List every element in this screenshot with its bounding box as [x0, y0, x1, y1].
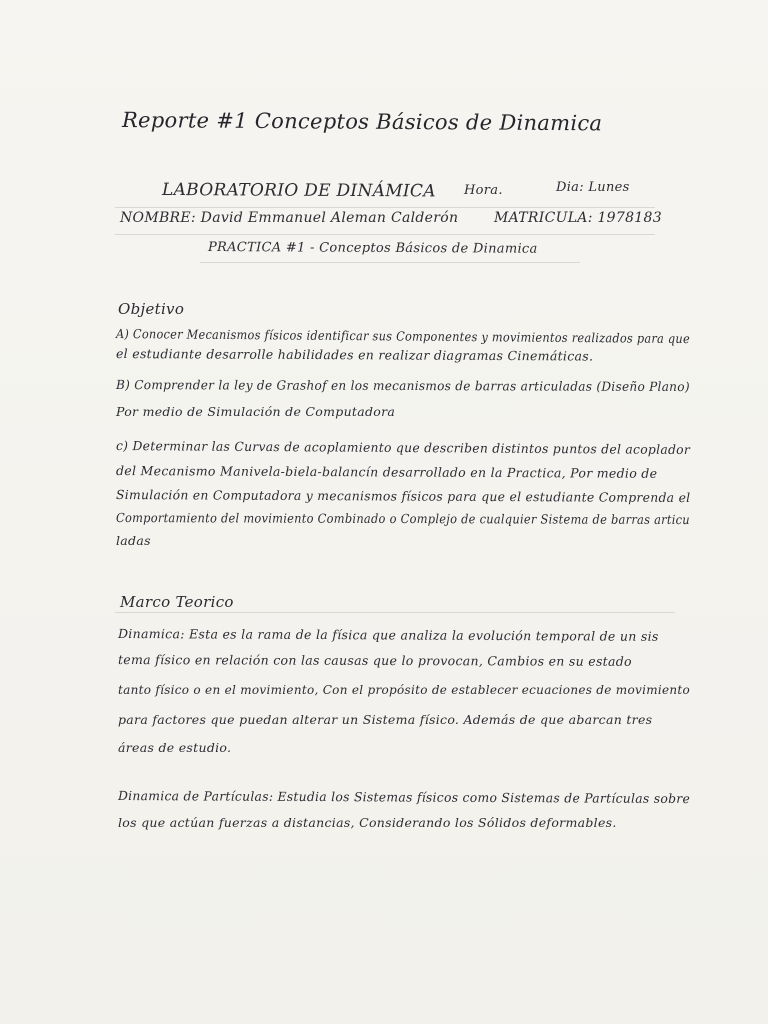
objetivo-line: ladas	[116, 533, 151, 548]
practica-field: PRACTICA #1 - Conceptos Básicos de Dinamica	[207, 240, 538, 257]
marco-line: áreas de estudio.	[118, 740, 232, 755]
objetivo-line: del Mecanismo Manivela-biela-balancín desarrollado en la Practica, Por medio de	[115, 463, 658, 481]
objetivo-line: A) Conocer Mecanismos físicos identificar sus Componentes y movimientos realizados para que	[115, 326, 691, 347]
marco-line: los que actúan fuerzas a distancias, Considerando los Sólidos deformables.	[118, 815, 617, 830]
marco-line: tema físico en relación con las causas que lo provocan, Cambios en su estado	[117, 652, 632, 669]
objetivo-line: Comportamiento del movimiento Combinado o Complejo de cualquier Sistema de barras articu	[115, 510, 690, 528]
objetivo-line: el estudiante desarrolle habilidades en realizar diagramas Cinemáticas.	[115, 346, 594, 364]
nombre-field: NOMBRE: David Emmanuel Aleman Calderón	[120, 210, 459, 226]
ruled-line	[115, 234, 655, 235]
matricula-field: MATRICULA: 1978183	[494, 210, 662, 226]
objetivo-line: Simulación en Computadora y mecanismos físicos para que el estudiante Comprenda el	[115, 487, 691, 506]
objetivo-line: B) Comprender la ley de Grashof en los mecanismos de barras articuladas (Diseño Plano)	[115, 377, 690, 395]
ruled-line	[200, 262, 580, 263]
ruled-line	[115, 207, 655, 208]
marco-heading: Marco Teorico	[120, 593, 234, 611]
marco-line: para factores que puedan alterar un Sistema físico. Además de que abarcan tres	[118, 712, 653, 727]
lab-name: LABORATORIO DE DINÁMICA	[161, 180, 436, 202]
ruled-line	[115, 612, 675, 613]
dia-field: Dia: Lunes	[556, 180, 630, 195]
marco-line: Dinamica: Esta es la rama de la física que analiza la evolución temporal de un sis	[117, 626, 659, 644]
hora-field: Hora.	[464, 183, 503, 198]
report-title: Reporte #1 Conceptos Básicos de Dinamica	[121, 108, 603, 136]
objetivo-line: Por medio de Simulación de Computadora	[116, 404, 396, 419]
objetivo-line: c) Determinar las Curvas de acoplamiento que describen distintos puntos del acoplador	[115, 438, 691, 458]
marco-line: tanto físico o en el movimiento, Con el propósito de establecer ecuaciones de movimiento	[118, 682, 691, 697]
objetivo-heading: Objetivo	[118, 300, 185, 318]
marco-line: Dinamica de Partículas: Estudia los Sistemas físicos como Sistemas de Partículas sobre	[117, 788, 691, 806]
